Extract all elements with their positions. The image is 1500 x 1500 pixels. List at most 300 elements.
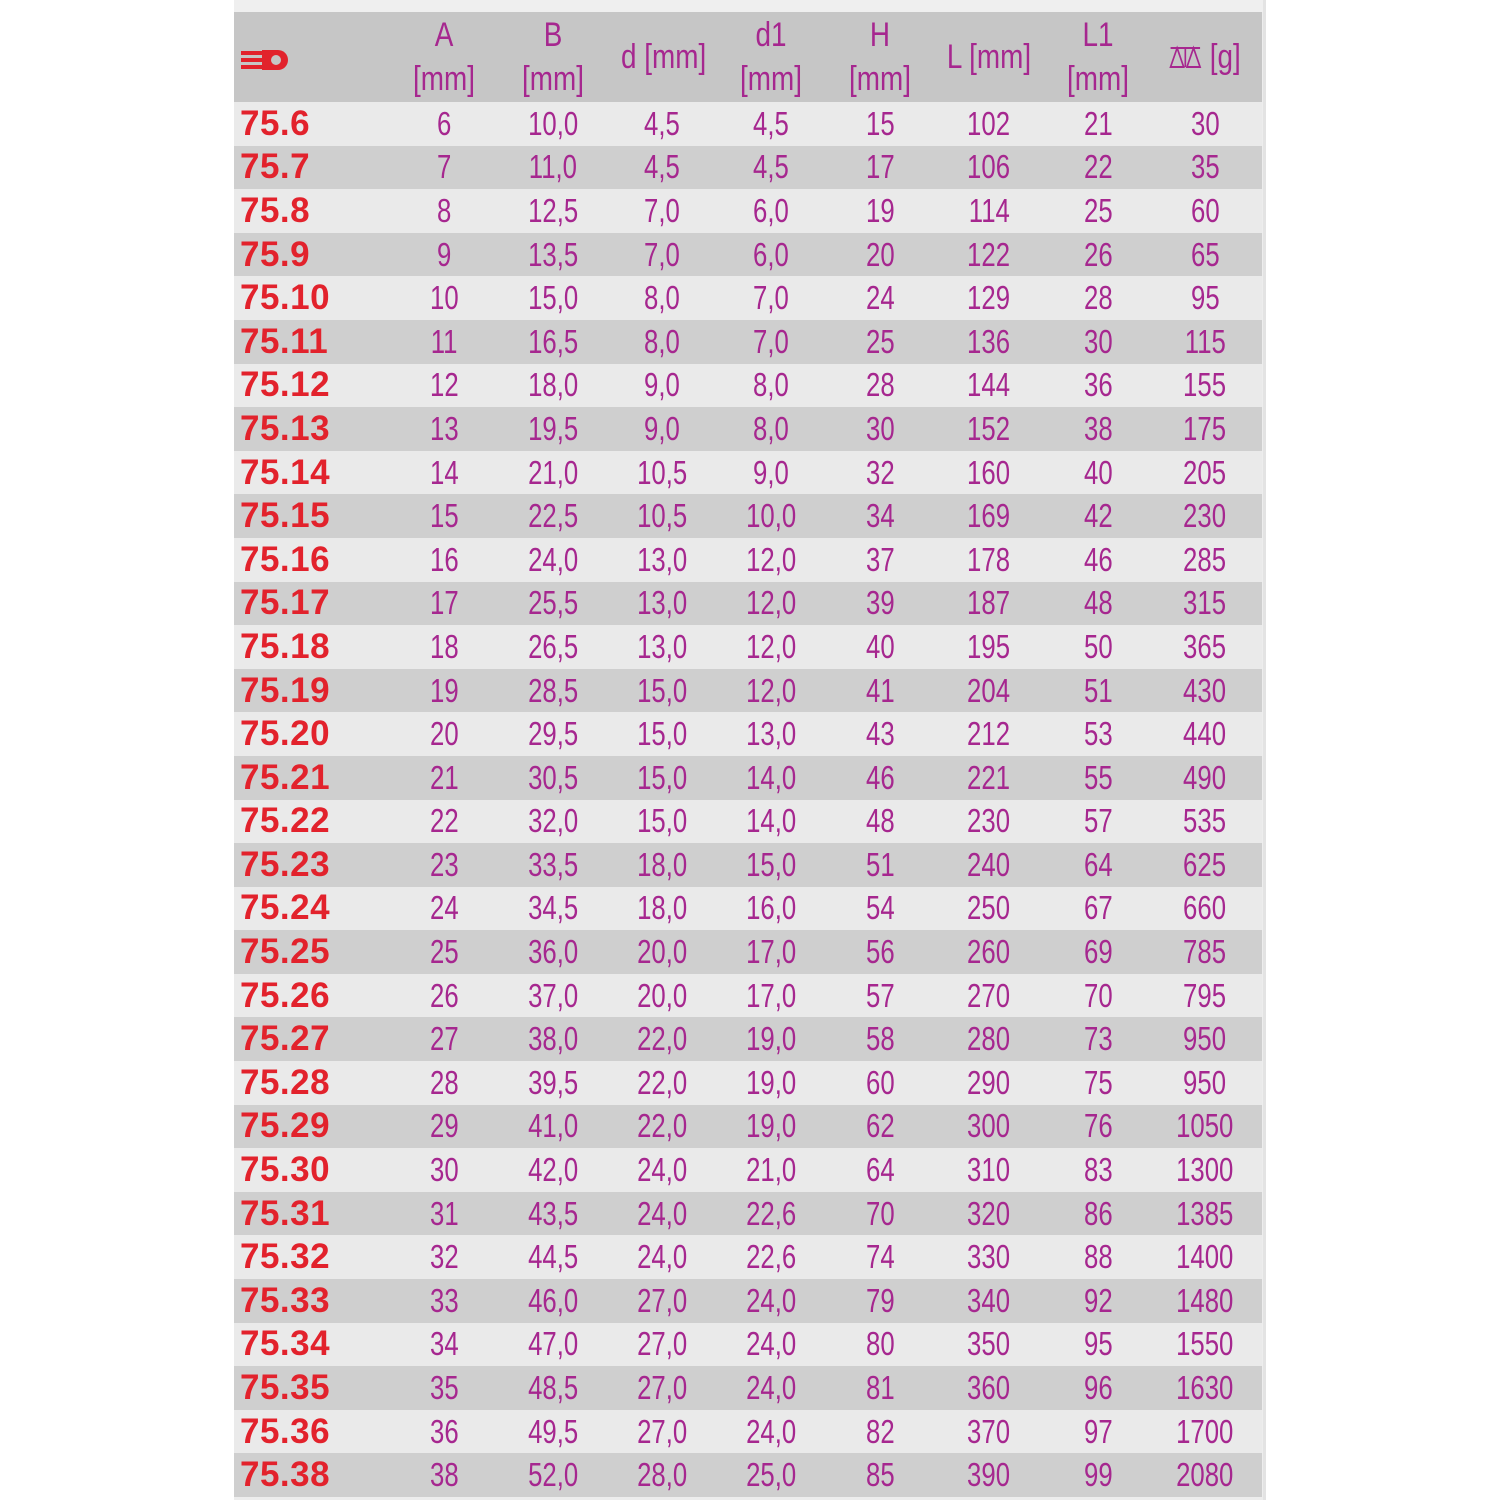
cell-value: 1300 [1176,1151,1234,1189]
cell-value: 10,0 [745,497,797,535]
cell-value: 360 [967,1369,1011,1407]
reference-number: 75.31 [240,1193,331,1233]
cell-d [612,843,712,887]
column-header-l: L [mm] [946,38,1032,76]
cell-value: 73 [1083,1020,1113,1058]
reference-number: 75.12 [240,365,331,405]
reference-number: 75.23 [240,844,331,884]
column-header-a: A [mm] [413,16,475,98]
table-row [234,712,1262,756]
cell-value: 320 [967,1194,1011,1232]
cell-h [830,1279,930,1323]
cell-d [612,625,712,669]
table-row [234,102,1262,146]
cell-value: 46 [865,758,895,796]
cell-b [494,1410,612,1454]
cell-value: 22,0 [636,1107,688,1145]
cell-d1 [712,102,830,146]
table-header-row [234,12,1262,102]
cell-value: 22,5 [527,497,579,535]
cell-weight [1148,1148,1262,1192]
table-row [234,625,1262,669]
cell-value: 19,0 [745,1020,797,1058]
cell-value: 24,0 [636,1194,688,1232]
cell-d [612,1235,712,1279]
cell-d [612,364,712,408]
column-header-h: H [mm] [849,16,911,98]
cell-weight [1148,800,1262,844]
cell-d1 [712,930,830,974]
cell-l [930,102,1048,146]
cell-value: 20,0 [636,976,688,1014]
cell-value: 178 [967,540,1011,578]
cell-value: 36,0 [527,933,579,971]
cell-a [394,582,494,626]
cell-value: 56 [865,933,895,971]
cell-value: 19,0 [745,1107,797,1145]
cell-a [394,1017,494,1061]
cell-value: 8,0 [753,409,789,447]
cell-value: 70 [1083,976,1113,1014]
cell-value: 96 [1083,1369,1113,1407]
table-row [234,756,1262,800]
cell-value: 41,0 [527,1107,579,1145]
cell-d [612,800,712,844]
cell-value: 38,0 [527,1020,579,1058]
cell-l [930,146,1048,190]
cell-value: 187 [967,584,1011,622]
cell-a [394,974,494,1018]
cell-h [830,451,930,495]
cell-value: 60 [865,1063,895,1101]
cell-h [830,1323,930,1367]
dimension-table [234,12,1262,1497]
cell-value: 18,0 [527,366,579,404]
cell-value: 70 [865,1194,895,1232]
cell-value: 53 [1083,715,1113,753]
cell-value: 82 [865,1412,895,1450]
cell-l [930,1017,1048,1061]
cell-value: 17,0 [745,933,797,971]
cell-l [930,1453,1048,1497]
cell-value: 50 [1083,627,1113,665]
table-row [234,364,1262,408]
cell-value: 31 [429,1194,459,1232]
cell-value: 19,0 [745,1063,797,1101]
cell-b [494,364,612,408]
cell-value: 16,5 [527,322,579,360]
reference-number: 75.27 [240,1019,331,1059]
cell-a [394,102,494,146]
cell-h [830,1192,930,1236]
cell-value: 330 [967,1238,1011,1276]
cell-value: 340 [967,1281,1011,1319]
cell-value: 24,0 [745,1281,797,1319]
cell-h [830,1061,930,1105]
cell-weight [1148,320,1262,364]
cell-weight [1148,494,1262,538]
cell-value: 75 [1083,1063,1113,1101]
cell-value: 28,0 [636,1456,688,1494]
cell-value: 99 [1083,1456,1113,1494]
table-row [234,494,1262,538]
cell-b [494,102,612,146]
cell-value: 24,0 [636,1238,688,1276]
cell-value: 30 [1083,322,1113,360]
cell-value: 26 [1083,235,1113,273]
cell-l1 [1048,974,1148,1018]
cell-d1 [712,887,830,931]
cell-a [394,625,494,669]
table-row [234,407,1262,451]
cell-value: 19 [865,191,895,229]
cell-value: 22,6 [745,1194,797,1232]
cell-l [930,1192,1048,1236]
cell-value: 175 [1183,409,1227,447]
cell-weight [1148,1323,1262,1367]
cell-d1 [712,1017,830,1061]
cell-l [930,625,1048,669]
cell-h [830,843,930,887]
cell-d [612,582,712,626]
reference-number: 75.17 [240,583,331,623]
cell-value: 430 [1183,671,1227,709]
cell-a [394,712,494,756]
cell-l [930,887,1048,931]
cell-b [494,843,612,887]
cell-value: 51 [1083,671,1113,709]
cell-value: 14,0 [745,802,797,840]
cell-value: 13,5 [527,235,579,273]
cell-value: 625 [1183,845,1227,883]
cell-value: 195 [967,627,1011,665]
cell-value: 88 [1083,1238,1113,1276]
cell-a [394,800,494,844]
cell-value: 260 [967,933,1011,971]
cell-a [394,1366,494,1410]
table-row [234,233,1262,277]
cell-value: 370 [967,1412,1011,1450]
cell-d [612,712,712,756]
cell-a [394,233,494,277]
cell-b [494,1453,612,1497]
cell-weight [1148,102,1262,146]
cell-d1 [712,712,830,756]
cell-l [930,538,1048,582]
cell-value: 30 [429,1151,459,1189]
cell-l1 [1048,1235,1148,1279]
cell-d [612,1148,712,1192]
cell-l [930,800,1048,844]
cell-l1 [1048,364,1148,408]
cell-value: 43 [865,715,895,753]
cell-b [494,407,612,451]
cell-l1 [1048,1105,1148,1149]
cell-value: 7,0 [753,322,789,360]
cell-l1 [1048,276,1148,320]
cell-value: 74 [865,1238,895,1276]
cell-l1 [1048,669,1148,713]
cell-value: 13,0 [636,627,688,665]
table-row [234,582,1262,626]
cell-l1 [1048,494,1148,538]
spec-sheet [234,0,1266,1500]
cell-value: 25 [865,322,895,360]
cell-weight [1148,1366,1262,1410]
cell-value: 115 [1184,322,1226,360]
table-row [234,538,1262,582]
cell-weight [1148,146,1262,190]
cell-value: 69 [1083,933,1113,971]
table-row [234,1148,1262,1192]
cell-value: 35 [429,1369,459,1407]
cell-value: 85 [865,1456,895,1494]
cell-d1 [712,1235,830,1279]
cell-value: 29 [429,1107,459,1145]
cell-value: 65 [1190,235,1220,273]
cell-d1 [712,1323,830,1367]
cell-h [830,756,930,800]
cell-weight [1148,1192,1262,1236]
cell-d [612,1453,712,1497]
cell-value: 46,0 [527,1281,579,1319]
cell-value: 13,0 [745,715,797,753]
cell-weight [1148,189,1262,233]
cell-value: 12 [429,366,459,404]
cell-d [612,233,712,277]
cell-value: 27,0 [636,1281,688,1319]
cell-h [830,800,930,844]
cell-value: 24,0 [745,1325,797,1363]
cell-value: 38 [429,1456,459,1494]
cell-value: 6,0 [753,235,789,273]
cell-value: 9,0 [644,366,680,404]
cell-weight [1148,582,1262,626]
reference-number: 75.6 [240,103,311,143]
cell-b [494,712,612,756]
cell-value: 27 [429,1020,459,1058]
cell-value: 9 [436,235,452,273]
cell-value: 24,0 [745,1369,797,1407]
cell-b [494,930,612,974]
cell-weight [1148,669,1262,713]
cell-d1 [712,494,830,538]
cell-l [930,320,1048,364]
cell-value: 24 [429,889,459,927]
cell-b [494,1366,612,1410]
cell-value: 2080 [1176,1456,1234,1494]
column-header-d1: d1 [mm] [740,16,802,98]
cell-value: 81 [865,1369,895,1407]
cell-value: 15,0 [636,715,688,753]
cell-l1 [1048,233,1148,277]
cell-value: 27,0 [636,1369,688,1407]
cell-value: 18 [429,627,459,665]
cell-value: 11,0 [528,148,578,186]
cell-value: 21 [429,758,459,796]
table-row [234,1279,1262,1323]
cell-a [394,756,494,800]
cell-value: 9,0 [644,409,680,447]
cell-value: 18,0 [636,889,688,927]
cell-b [494,1017,612,1061]
cell-h [830,538,930,582]
cell-value: 22 [1083,148,1113,186]
cell-value: 17 [429,584,459,622]
cell-value: 28 [429,1063,459,1101]
cell-weight [1148,276,1262,320]
cell-b [494,669,612,713]
cell-weight [1148,1410,1262,1454]
cell-value: 7,0 [753,279,789,317]
cell-h [830,276,930,320]
cell-value: 8,0 [644,322,680,360]
cell-value: 34 [865,497,895,535]
cell-value: 152 [967,409,1011,447]
cell-value: 52,0 [527,1456,579,1494]
cell-weight [1148,930,1262,974]
cell-l [930,364,1048,408]
cell-l1 [1048,1453,1148,1497]
cell-value: 440 [1183,715,1227,753]
cell-h [830,233,930,277]
cell-l1 [1048,1410,1148,1454]
cell-l1 [1048,756,1148,800]
cell-d1 [712,1279,830,1323]
table-row [234,843,1262,887]
cell-a [394,494,494,538]
cell-d1 [712,582,830,626]
cell-d [612,320,712,364]
cell-value: 47,0 [527,1325,579,1363]
cell-value: 102 [967,104,1011,142]
cell-value: 38 [1083,409,1113,447]
reference-number: 75.7 [240,147,311,187]
reference-number: 75.11 [240,321,329,361]
cell-value: 280 [967,1020,1011,1058]
cell-value: 40 [1083,453,1113,491]
table-row [234,974,1262,1018]
cell-l [930,1061,1048,1105]
cell-l [930,843,1048,887]
cell-d [612,538,712,582]
cell-b [494,1105,612,1149]
cell-d1 [712,146,830,190]
reference-number: 75.21 [240,757,331,797]
cell-value: 205 [1183,453,1227,491]
cell-value: 136 [967,322,1011,360]
cell-value: 62 [865,1107,895,1145]
cell-b [494,756,612,800]
cell-value: 26 [429,976,459,1014]
cell-h [830,364,930,408]
cell-weight [1148,756,1262,800]
reference-number: 75.18 [240,626,331,666]
cell-value: 17,0 [745,976,797,1014]
cell-value: 144 [967,366,1011,404]
cell-value: 10,0 [527,104,579,142]
cell-d1 [712,974,830,1018]
cell-value: 4,5 [644,148,680,186]
reference-number: 75.22 [240,801,331,841]
cell-value: 106 [967,148,1011,186]
cell-h [830,887,930,931]
balance-scale-icon [1169,45,1202,71]
cell-l [930,1410,1048,1454]
cell-h [830,1453,930,1497]
cell-l [930,756,1048,800]
cell-b [494,494,612,538]
cell-l1 [1048,1279,1148,1323]
cell-value: 20 [429,715,459,753]
reference-number: 75.30 [240,1150,331,1190]
cell-d [612,146,712,190]
cell-h [830,320,930,364]
cell-value: 16 [429,540,459,578]
cell-h [830,1235,930,1279]
cell-value: 795 [1183,976,1227,1014]
cell-b [494,1235,612,1279]
cell-value: 26,5 [527,627,579,665]
cell-weight [1148,887,1262,931]
weight-unit-label: [g] [1209,38,1241,76]
cell-h [830,189,930,233]
cell-d1 [712,669,830,713]
cell-value: 64 [1083,845,1113,883]
cell-a [394,1235,494,1279]
cell-b [494,1279,612,1323]
cell-weight [1148,843,1262,887]
table-row [234,800,1262,844]
top-strip [234,0,1263,12]
cell-l1 [1048,320,1148,364]
table-row [234,1410,1262,1454]
table-body [234,102,1262,1497]
cell-d [612,1061,712,1105]
cell-value: 30,5 [527,758,579,796]
cell-value: 24,0 [527,540,579,578]
cell-h [830,930,930,974]
cell-value: 129 [967,279,1011,317]
cell-value: 58 [865,1020,895,1058]
cell-weight [1148,1235,1262,1279]
column-header-b: B [mm] [522,16,584,98]
cell-h [830,1148,930,1192]
cell-value: 64 [865,1151,895,1189]
cell-value: 32 [865,453,895,491]
cell-value: 365 [1183,627,1227,665]
table-row [234,146,1262,190]
cell-l [930,276,1048,320]
reference-number: 75.19 [240,670,331,710]
cell-b [494,276,612,320]
cell-d [612,494,712,538]
cell-l [930,189,1048,233]
cell-value: 785 [1183,933,1227,971]
cell-value: 20 [865,235,895,273]
cell-b [494,1192,612,1236]
cell-value: 24,0 [745,1412,797,1450]
cell-value: 221 [967,758,1011,796]
cell-value: 19,5 [527,409,579,447]
cell-value: 15,0 [527,279,579,317]
cell-value: 41 [865,671,895,709]
cell-h [830,494,930,538]
cell-value: 25 [1083,191,1113,229]
cell-l1 [1048,887,1148,931]
table-row [234,1366,1262,1410]
cell-value: 240 [967,845,1011,883]
